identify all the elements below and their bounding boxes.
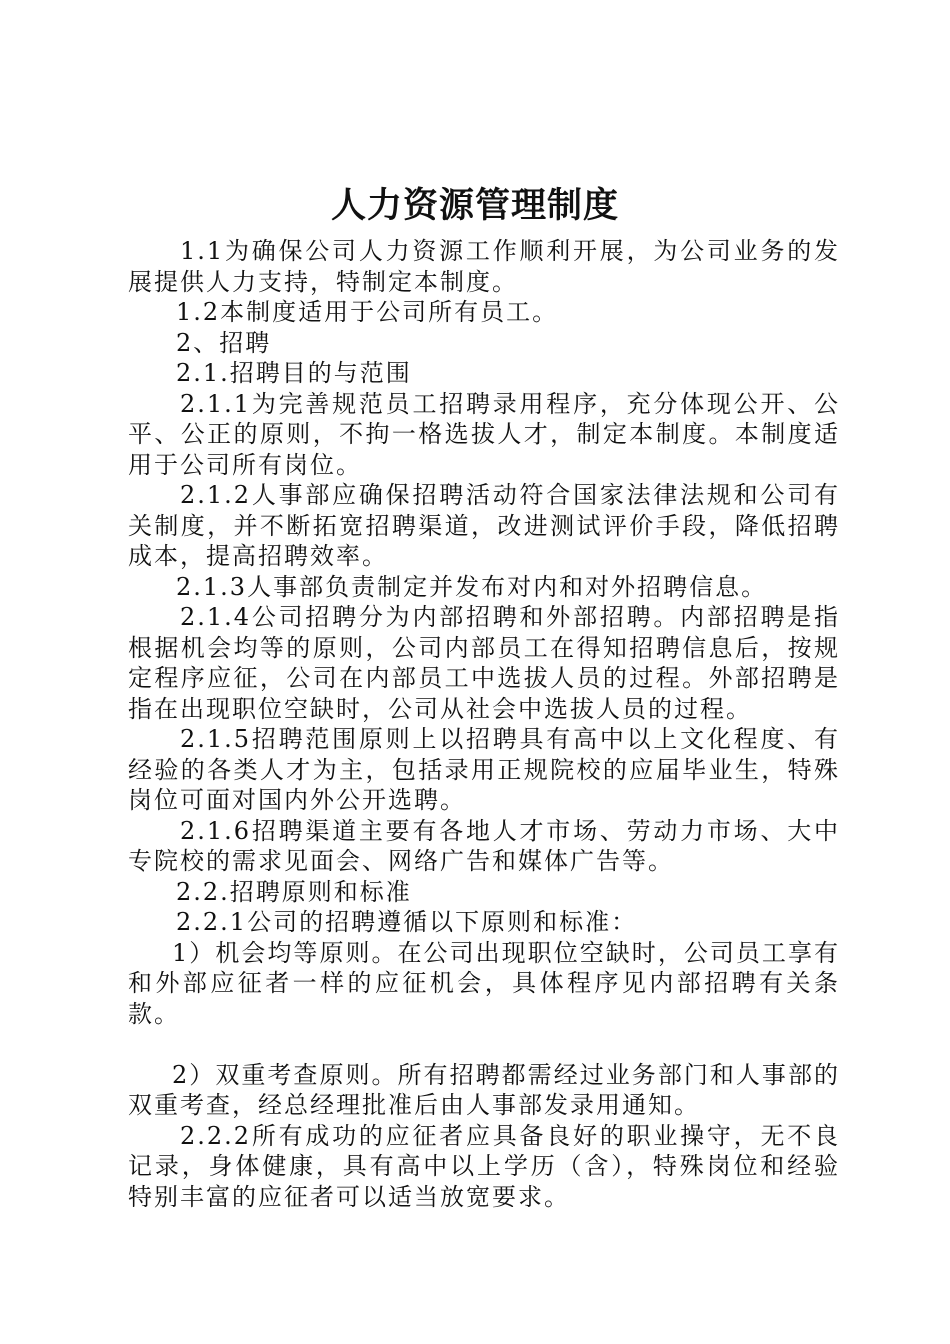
- paragraph-1-2: 1.2本制度适用于公司所有员工。: [176, 298, 559, 326]
- paragraph-2-1-6: 2.1.6招聘渠道主要有各地人才市场、劳动力市场、大中专院校的需求见面会、网络广告和媒体广告等。: [128, 816, 840, 875]
- paragraph-2-2-2: 2.2.2所有成功的应征者应具备良好的职业操守，无不良记录，身体健康，具有高中以上学历（含），特殊岗位和经验特别丰富的应征者可以适当放宽要求。: [128, 1121, 840, 1211]
- document-body: [128, 236, 840, 1212]
- paragraph-2-2-1: 2.2.1公司的招聘遵循以下原则和标准：: [176, 908, 638, 936]
- blank-line: [128, 1029, 840, 1060]
- paragraph-2-1-1: 2.1.1为完善规范员工招聘录用程序，充分体现公开、公平、公正的原则，不拘一格选拔人才，制定本制度。本制度适用于公司所有岗位。: [128, 389, 840, 479]
- document-title: 人力资源管理制度: [330, 185, 619, 226]
- subsection-heading-2-2: 2.2.招聘原则和标准: [176, 877, 412, 906]
- paragraph-2-1-2: 2.1.2人事部应确保招聘活动符合国家法律法规和公司有关制度，并不断拓宽招聘渠道，改进测试评价手段，降低招聘成本，提高招聘效率。: [128, 481, 840, 570]
- section-heading-recruitment: 2、招聘: [176, 328, 272, 357]
- subsection-heading-2-1: 2.1.招聘目的与范围: [176, 359, 412, 387]
- list-item-equal-opportunity: 1）机会均等原则。在公司出现职位空缺时，公司员工享有和外部应征者一样的应征机会，具体程序见内部招聘有关条款。: [128, 938, 840, 1028]
- paragraph-2-1-5: 2.1.5招聘范围原则上以招聘具有高中以上文化程度、有经验的各类人才为主，包括录用正规院校的应届毕业生，特殊岗位可面对国内外公开选聘。: [128, 725, 840, 814]
- paragraph-2-1-4: 2.1.4公司招聘分为内部招聘和外部招聘。内部招聘是指根据机会均等的原则，公司内部员工在得知招聘信息后，按规定程序应征，公司在内部员工中选拔人员的过程。外部招聘是指在出现职位空缺时，公司从社会中选拔人员的过程。: [128, 603, 840, 723]
- list-item-double-review: 2）双重考查原则。所有招聘都需经过业务部门和人事部的双重考查，经总经理批准后由人事部发录用通知。: [128, 1060, 840, 1119]
- paragraph-2-1-3: 2.1.3人事部负责制定并发布对内和对外招聘信息。: [176, 572, 768, 601]
- paragraph-1-1: 1.1为确保公司人力资源工作顺利开展，为公司业务的发展提供人力支持，特制定本制度。: [128, 237, 840, 296]
